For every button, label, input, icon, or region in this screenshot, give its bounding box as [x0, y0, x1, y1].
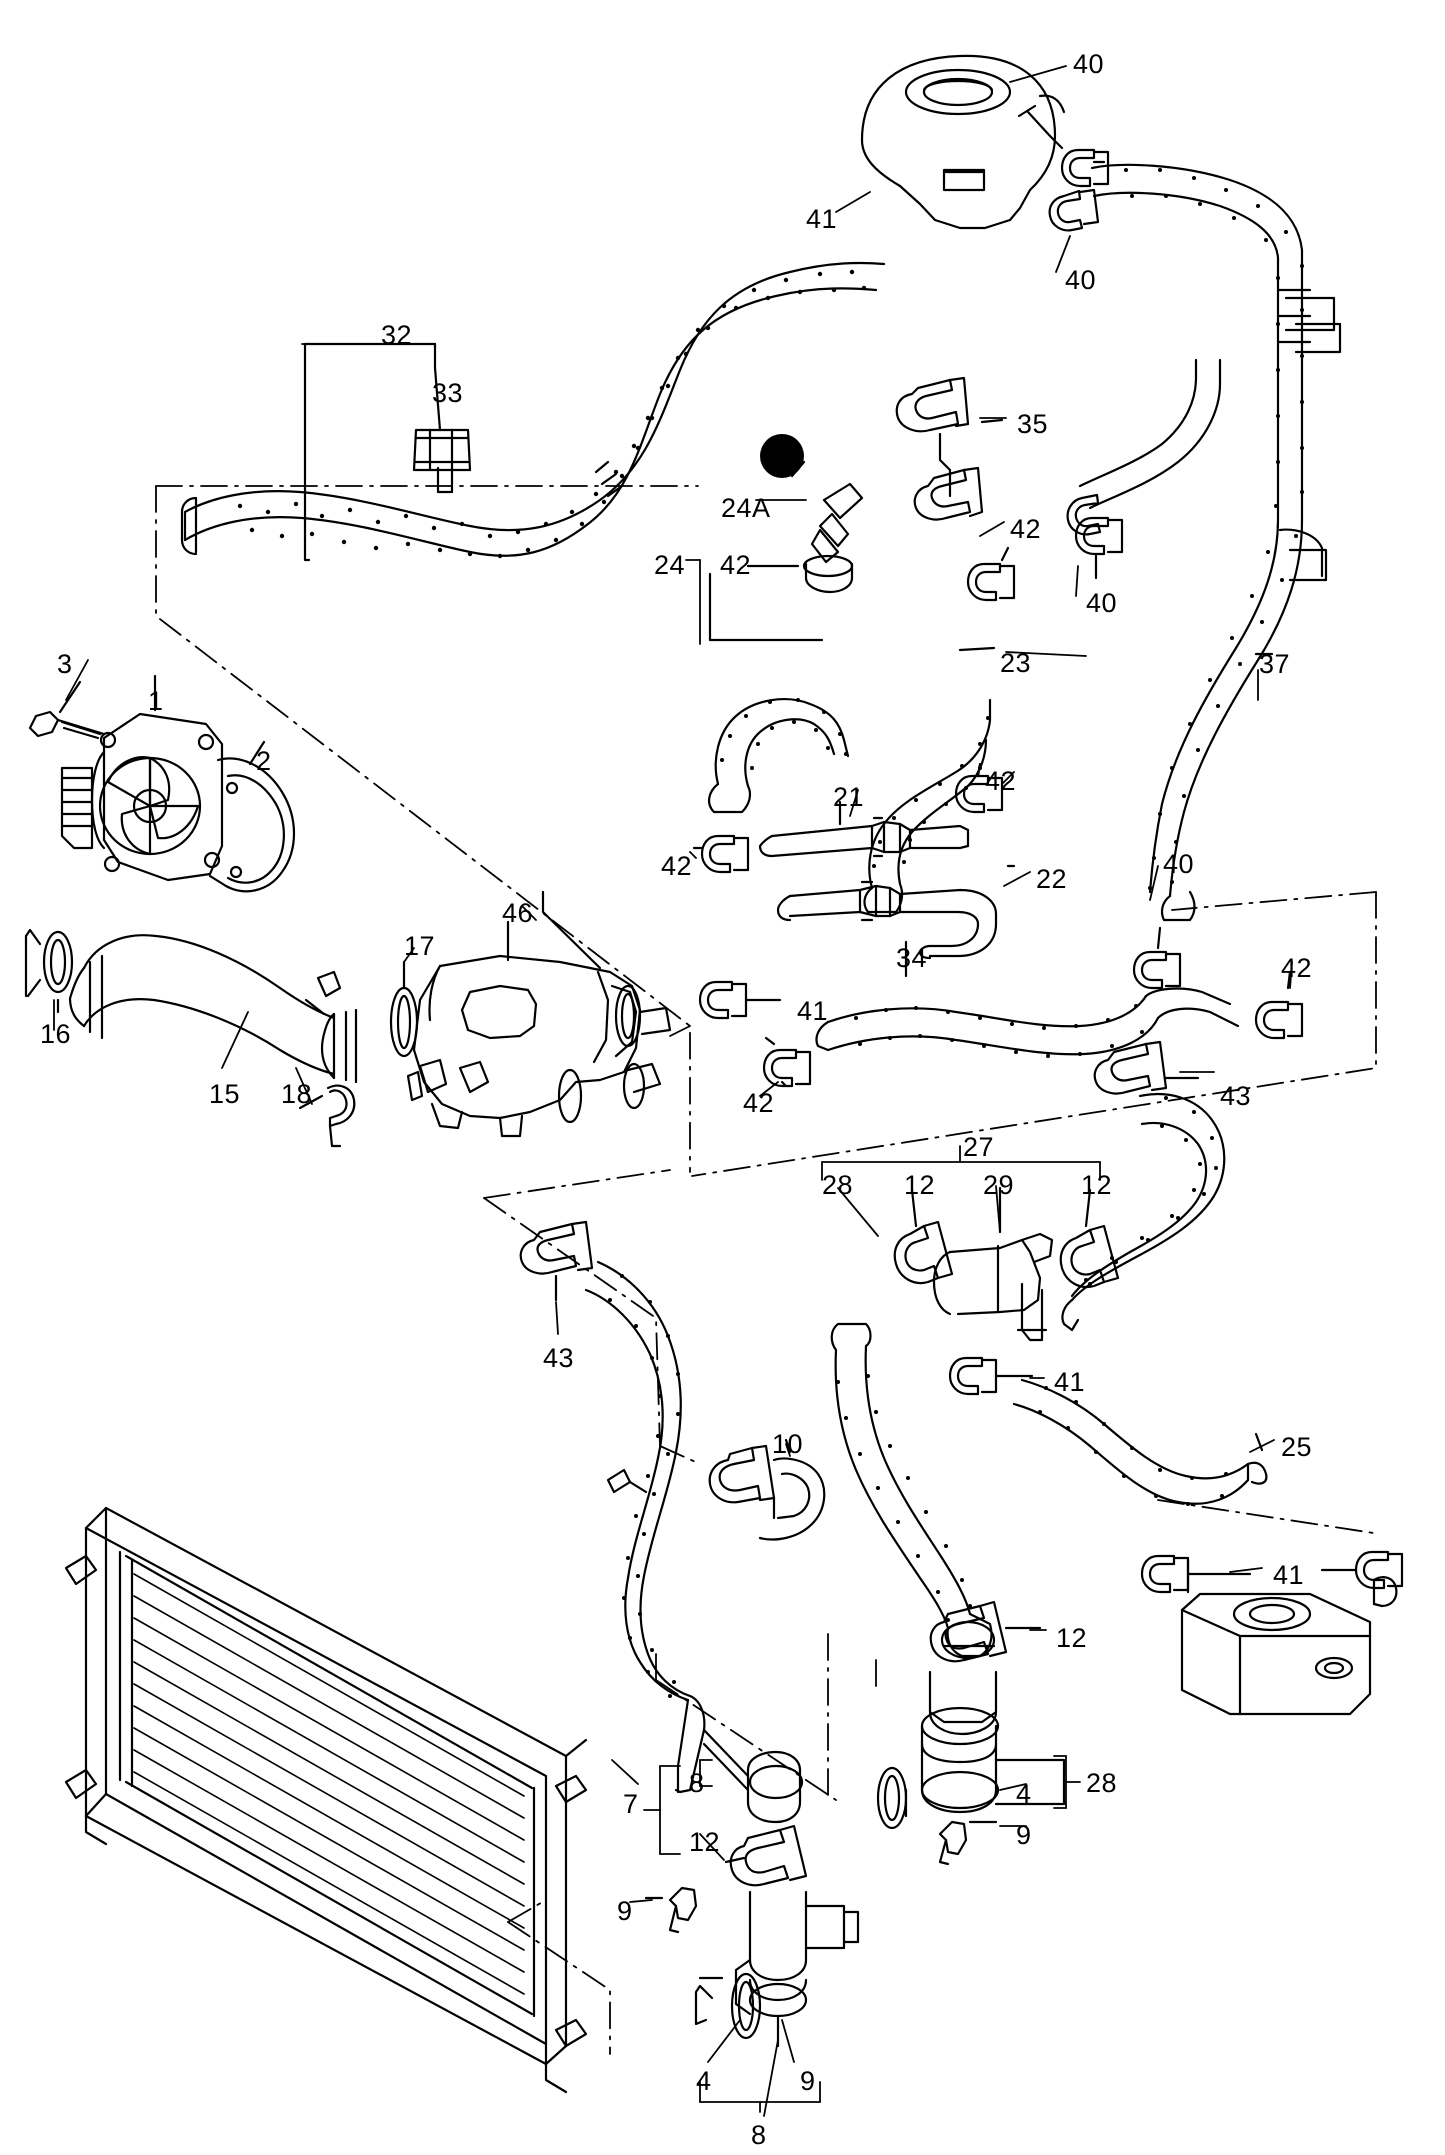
callout-40-hose37: 40 — [1163, 849, 1195, 879]
clamp-12-left — [895, 1190, 952, 1283]
callout-42-pipe21: 42 — [661, 851, 693, 881]
callout-17: 17 — [404, 931, 436, 961]
hose-24 — [709, 434, 865, 812]
callout-32: 32 — [381, 320, 413, 350]
hose-7 — [586, 1262, 802, 1822]
hose-25 — [1014, 1380, 1266, 1506]
construction-lines — [156, 486, 1380, 2054]
callout-12-pipe4: 12 — [1056, 1623, 1088, 1653]
pipe-4-28 — [878, 1672, 1064, 1864]
hose-32 — [182, 263, 884, 560]
callout-22: 22 — [1036, 864, 1068, 894]
callout-41-pipe29: 41 — [1054, 1367, 1086, 1397]
callout-24A: 24A — [721, 493, 771, 523]
callout-43-hose7: 43 — [543, 1343, 575, 1373]
callout-41-oilcooler: 41 — [1273, 1560, 1305, 1590]
clamp-40-second — [1050, 190, 1098, 230]
hose-34 — [816, 942, 1238, 1058]
callout-33: 33 — [432, 378, 464, 408]
clamp-42-branch — [1068, 495, 1100, 534]
clamp-12-hose7 — [726, 1826, 806, 1885]
clamp-42-pipe21 — [694, 836, 748, 872]
callout-12-hose7: 12 — [689, 1827, 721, 1857]
clamp-40-hose37-lower — [1134, 928, 1180, 988]
callout-28-upper: 28 — [822, 1170, 854, 1200]
callout-16: 16 — [40, 1019, 72, 1049]
callout-12-right: 12 — [1081, 1170, 1113, 1200]
callout-28-lower: 28 — [1086, 1768, 1118, 1798]
callout-24: 24 — [654, 550, 686, 580]
callout-46: 46 — [502, 898, 534, 928]
clip-9-middle — [646, 1888, 696, 1932]
hose-15 — [26, 930, 417, 1146]
thermostat-housing-46 — [408, 892, 670, 1136]
callout-9-bottom: 9 — [800, 2066, 816, 2096]
callout-25: 25 — [1281, 1432, 1313, 1462]
callout-12-left: 12 — [904, 1170, 936, 1200]
callout-35: 35 — [1017, 409, 1049, 439]
callout-23: 23 — [1000, 648, 1032, 678]
callout-42-branch: 42 — [1010, 514, 1042, 544]
callout-8-bottom: 8 — [751, 2120, 767, 2150]
callout-42-housing: 42 — [743, 1088, 775, 1118]
callout-42-hose24: 42 — [720, 550, 752, 580]
clamp-41-oilcooler-left — [1142, 1556, 1250, 1592]
callout-9-middle-left: 9 — [617, 1896, 633, 1926]
clamp-42-housing — [764, 1038, 810, 1086]
hose-37 — [1092, 165, 1340, 920]
hose-37-branch — [1080, 360, 1220, 508]
callout-37: 37 — [1259, 649, 1291, 679]
callout-21: 21 — [833, 782, 865, 812]
callout-15: 15 — [209, 1079, 241, 1109]
pipe-29 — [934, 1188, 1052, 1340]
callout-42-hose34: 42 — [1281, 953, 1313, 983]
callout-34: 34 — [896, 943, 928, 973]
clamp-41-oilcooler-right — [1322, 1552, 1402, 1588]
callout-29: 29 — [983, 1170, 1015, 1200]
thermostat-flange-bottom — [696, 1892, 858, 2046]
callout-4-bottom: 4 — [696, 2066, 712, 2096]
callout-41-tank: 41 — [806, 204, 838, 234]
callout-18: 18 — [281, 1079, 313, 1109]
expansion-tank — [862, 56, 1064, 228]
callout-41-housing: 41 — [797, 996, 829, 1026]
callout-40-branch: 40 — [1086, 588, 1118, 618]
callout-43-upper: 43 — [1220, 1081, 1252, 1111]
clamp-40-top — [1062, 150, 1108, 186]
clamp-43-hose7 — [521, 1222, 592, 1300]
clamp-42-hose23 — [968, 548, 1014, 600]
radiator — [66, 1508, 586, 2092]
callout-3: 3 — [57, 649, 73, 679]
clamp-41-pipe29 — [950, 1358, 1032, 1394]
callout-1: 1 — [148, 686, 164, 716]
callout-7: 7 — [623, 1789, 639, 1819]
callout-8-upper: 8 — [689, 1768, 705, 1798]
callout-40-top: 40 — [1073, 49, 1105, 79]
callout-2: 2 — [256, 746, 272, 776]
clamp-41-housing — [700, 982, 780, 1018]
callout-40-tank: 40 — [1065, 265, 1097, 295]
hose-23 — [865, 648, 994, 912]
callout-10: 10 — [772, 1429, 804, 1459]
bracket-35 — [897, 378, 1002, 520]
callout-4-middle: 4 — [1016, 1779, 1032, 1809]
callout-42-pipe22: 42 — [985, 766, 1017, 796]
callout-9-middle-right: 9 — [1016, 1820, 1032, 1850]
callout-27: 27 — [963, 1132, 995, 1162]
